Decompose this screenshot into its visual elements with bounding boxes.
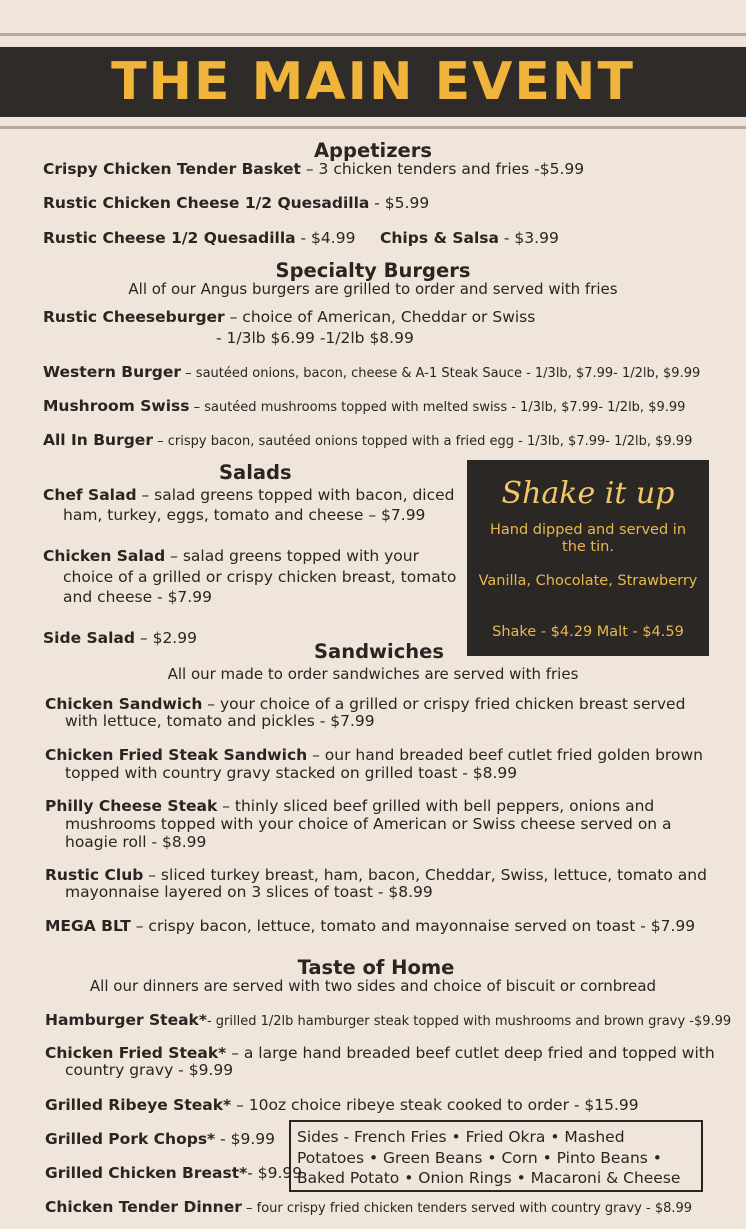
section-subtitle: All our made to order sandwiches are served with fries [167, 665, 579, 683]
menu-item: Side Salad – $2.99 [43, 629, 197, 647]
menu-item: Chips & Salsa - $3.99 [380, 229, 559, 247]
section-heading-salads: Salads [219, 461, 292, 484]
menu-item: Chicken Sandwich – your choice of a grilled or crispy fried chicken breast served [45, 695, 686, 713]
menu-item-line: and cheese - $7.99 [63, 588, 212, 606]
shake-promo-box [467, 460, 709, 656]
menu-item: MEGA BLT – crispy bacon, lettuce, tomato and mayonnaise served on toast - $7.99 [45, 917, 696, 935]
title-banner [0, 47, 746, 117]
section-subtitle: All our dinners are served with two sides and choice of biscuit or cornbread [89, 977, 657, 995]
menu-item-line: topped with country gravy stacked on grilled toast - $8.99 [65, 764, 518, 782]
sides-label: Sides [297, 1128, 339, 1146]
top-rule [0, 33, 746, 36]
shake-title: Shake it up [501, 476, 675, 511]
menu-item-line: choice of a grilled or crispy chicken breast, tomato [63, 568, 457, 586]
menu-item: Crispy Chicken Tender Basket – 3 chicken tenders and fries -$5.99 [43, 160, 585, 178]
menu-item: Grilled Chicken Breast*- $9.99 [45, 1164, 303, 1182]
section-heading-sandwiches: Sandwiches [314, 640, 445, 663]
shake-description: Hand dipped and served in the tin. [489, 522, 687, 555]
section-heading-appetizers: Appetizers [313, 139, 433, 162]
menu-item: Rustic Cheeseburger – choice of American, Cheddar or Swiss [43, 308, 536, 326]
menu-item-line: - 1/3lb $6.99 -1/2lb $8.99 [216, 329, 414, 347]
menu-item: Chef Salad – salad greens topped with bacon, diced [43, 486, 455, 504]
sides-list: - French Fries • Fried Okra • Mashed Potatoes • Green Beans • Corn • Pinto Beans • Baked Potato • Onion Rings • Macaroni & Cheese [297, 1128, 681, 1187]
menu-item-line: hoagie roll - $8.99 [65, 833, 207, 851]
section-heading-burgers: Specialty Burgers [275, 259, 471, 282]
menu-item: Grilled Pork Chops* - $9.99 [45, 1130, 275, 1148]
section-subtitle: All of our Angus burgers are grilled to order and served with fries [128, 280, 618, 298]
menu-item: Mushroom Swiss – sautéed mushrooms topped with melted swiss - 1/3lb, $7.99- 1/2lb, $9.99 [43, 397, 686, 415]
menu-item-line: mushrooms topped with your choice of American or Swiss cheese served on a [65, 815, 672, 833]
sides-box [289, 1120, 703, 1192]
menu-item: Hamburger Steak*- grilled 1/2lb hamburger steak topped with mushrooms and brown gravy -$9.99 [45, 1011, 732, 1029]
section-heading-taste-of-home: Taste of Home [297, 956, 455, 979]
page-title: THE MAIN EVENT [111, 52, 635, 112]
menu-item: Rustic Chicken Cheese 1/2 Quesadilla - $5.99 [43, 194, 430, 212]
shake-prices: Shake - $4.29 Malt - $4.59 [492, 624, 684, 640]
menu-item-line: with lettuce, tomato and pickles - $7.99 [65, 712, 375, 730]
menu-item: Chicken Fried Steak* – a large hand breaded beef cutlet deep fried and topped with [45, 1044, 715, 1062]
menu-item: Chicken Salad – salad greens topped with your [43, 547, 419, 565]
menu-item: Western Burger – sautéed onions, bacon, cheese & A-1 Steak Sauce - 1/3lb, $7.99- 1/2lb, $9.99 [43, 363, 701, 381]
menu-item: Grilled Ribeye Steak* – 10oz choice ribeye steak cooked to order - $15.99 [45, 1096, 639, 1114]
menu-item: Rustic Cheese 1/2 Quesadilla - $4.99 [43, 229, 356, 247]
menu-item-line: mayonnaise layered on 3 slices of toast - $8.99 [65, 883, 433, 901]
menu-item: Rustic Club – sliced turkey breast, ham, bacon, Cheddar, Swiss, lettuce, tomato and [45, 866, 707, 884]
menu-item-line: ham, turkey, eggs, tomato and cheese – $7.99 [63, 506, 426, 524]
menu-item: Philly Cheese Steak – thinly sliced beef grilled with bell peppers, onions and [45, 797, 655, 815]
menu-item: Chicken Fried Steak Sandwich – our hand breaded beef cutlet fried golden brown [45, 746, 703, 764]
menu-item: Chicken Tender Dinner – four crispy fried chicken tenders served with country gravy - $8.99 [45, 1198, 693, 1216]
shake-flavors: Vanilla, Chocolate, Strawberry [478, 573, 698, 589]
menu-item-line: country gravy - $9.99 [65, 1061, 234, 1079]
menu-item: All In Burger – crispy bacon, sautéed onions topped with a fried egg - 1/3lb, $7.99- 1/2lb, $9.99 [43, 431, 693, 449]
bottom-rule [0, 126, 746, 129]
